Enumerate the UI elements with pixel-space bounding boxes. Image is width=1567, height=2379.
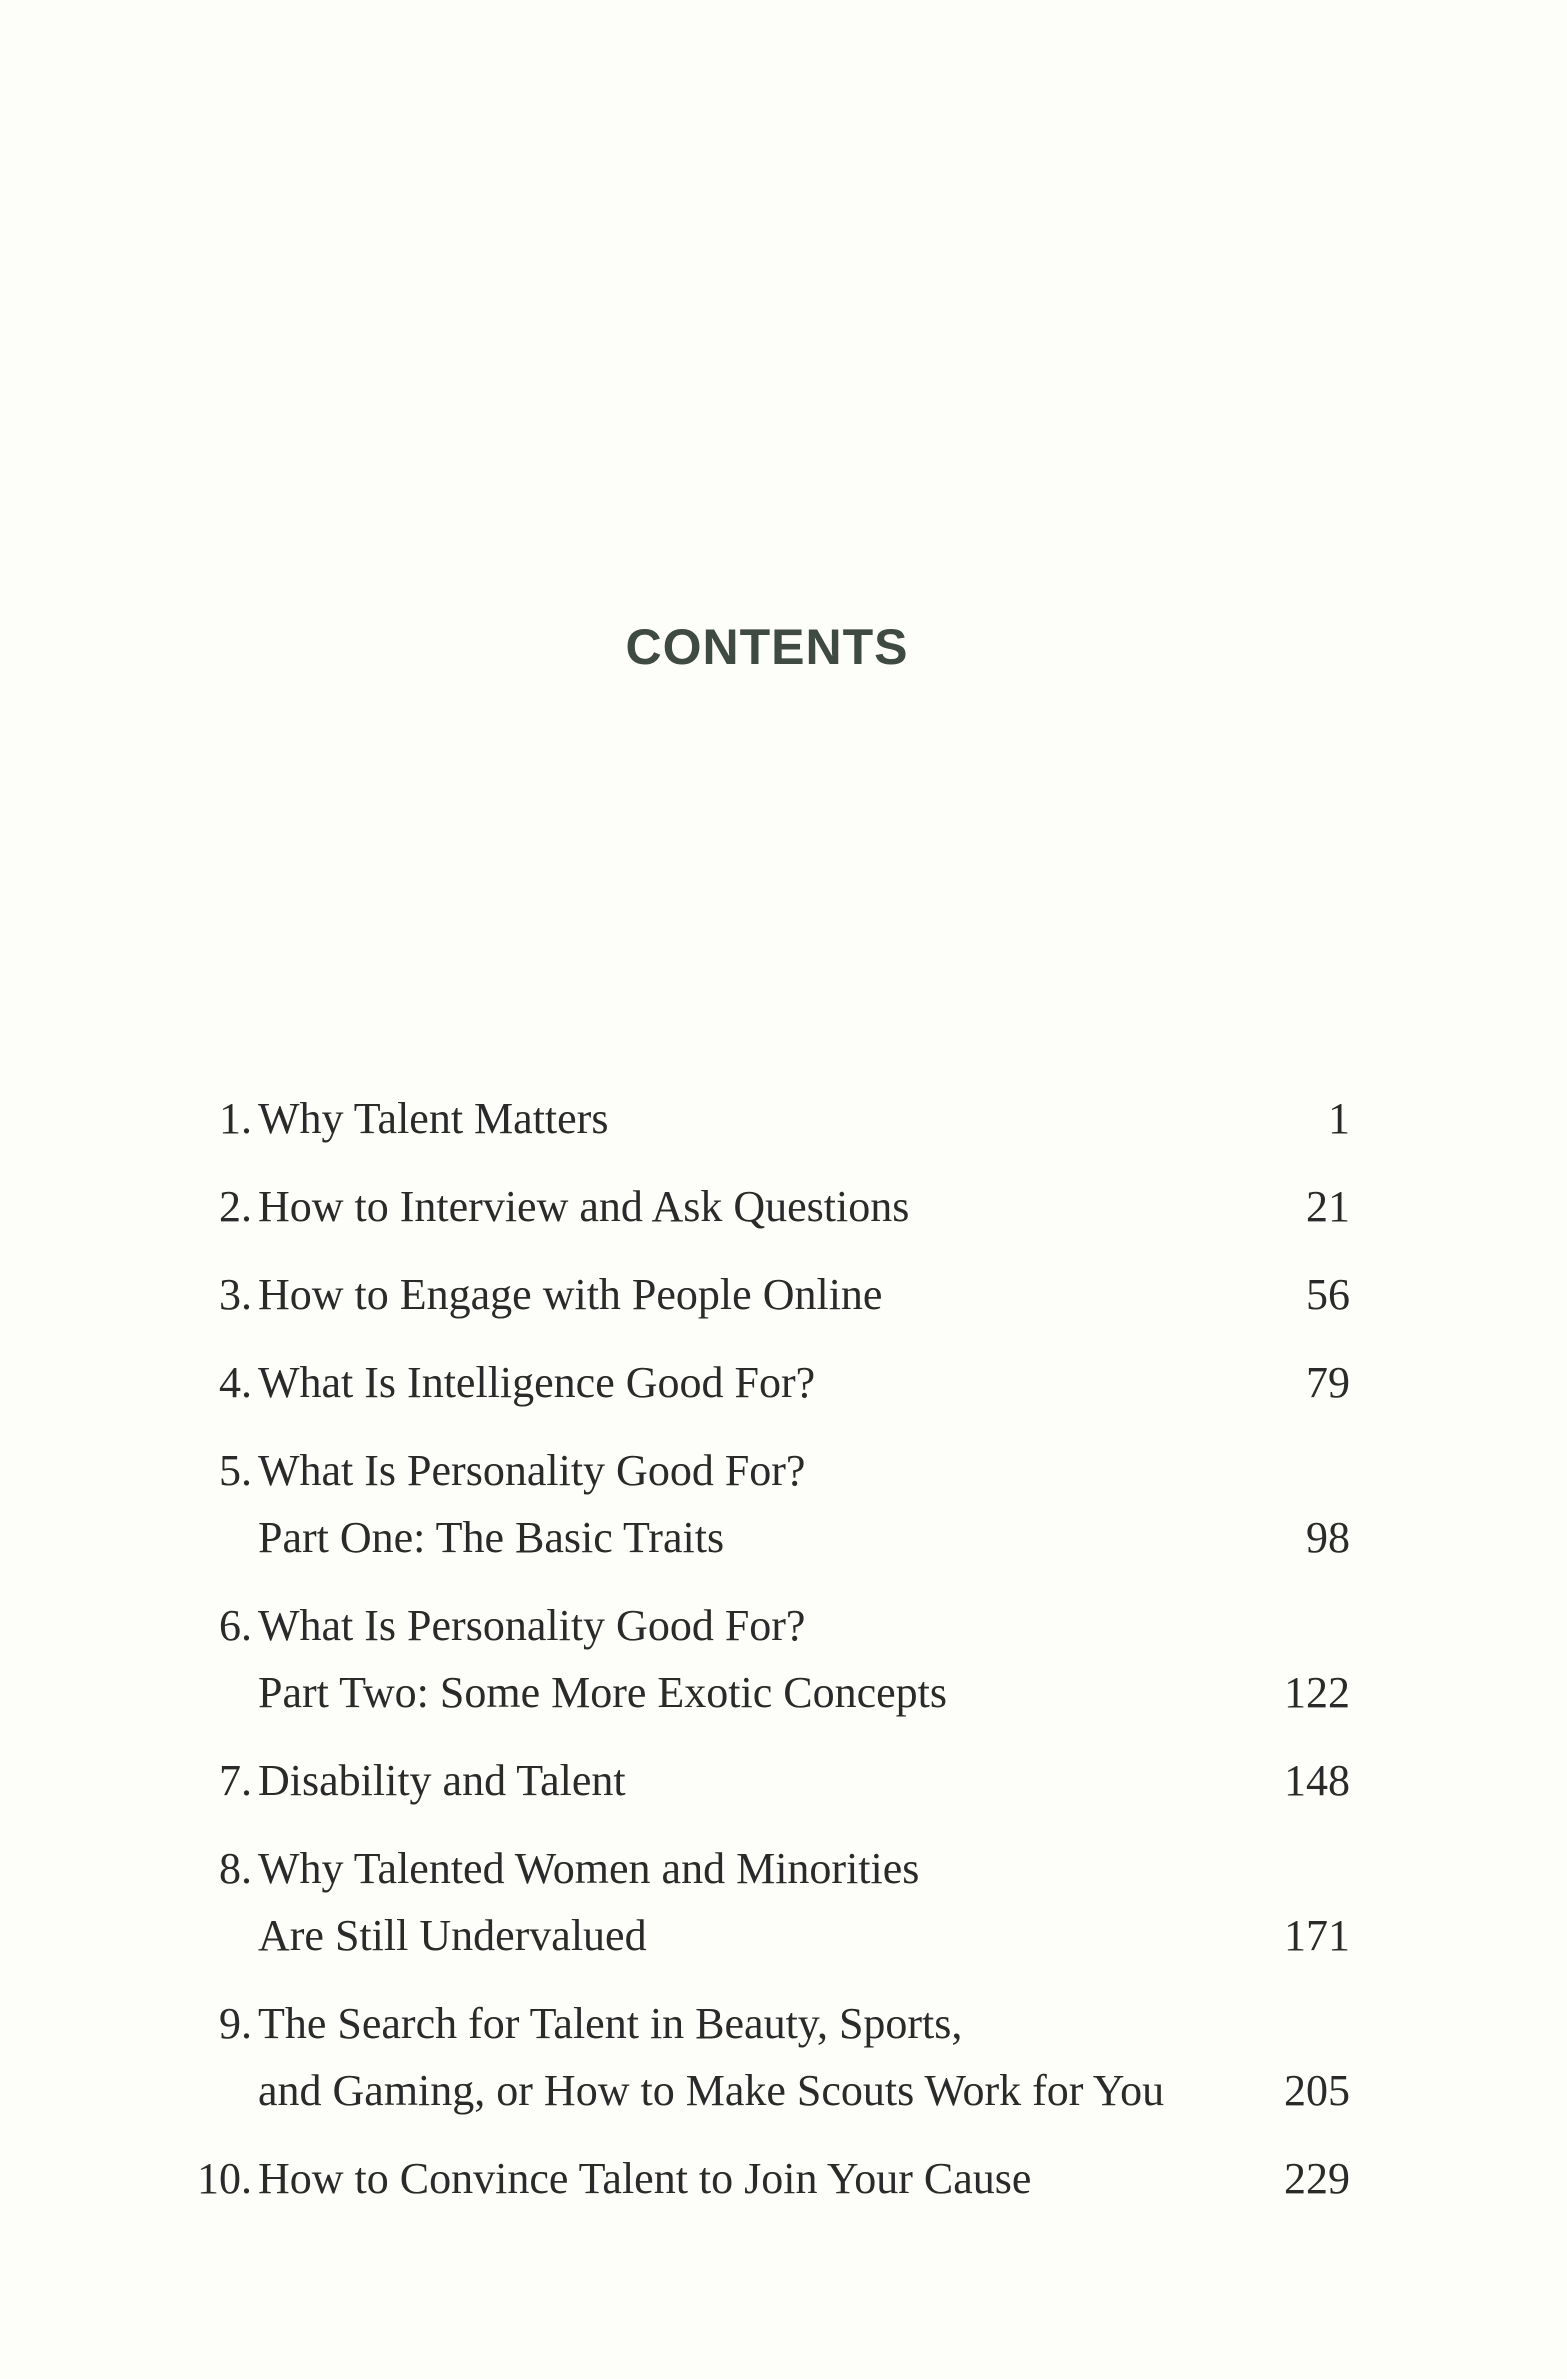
chapter-number: 1. [219,1094,252,1143]
page-number: 122 [1284,1668,1350,1717]
page-number: 148 [1284,1756,1350,1805]
toc-entry-5 [180,1437,1350,1571]
toc-entry-8 [180,1835,1350,1969]
page-number: 229 [1284,2154,1350,2203]
chapter-title [252,1349,1190,1416]
chapter-title-line: The Search for Talent in Beauty, Sports, [258,1999,963,2048]
chapter-number: 3. [219,1270,252,1319]
chapter-title-line: What Is Personality Good For? [258,1601,806,1650]
page-number: 79 [1306,1358,1350,1407]
toc-entry-7 [180,1747,1350,1814]
chapter-title-line: How to Engage with People Online [258,1270,883,1319]
toc-entry-4 [180,1349,1350,1416]
table-of-contents [180,1085,1350,2233]
chapter-title-line: and Gaming, or How to Make Scouts Work for You [258,2066,1165,2115]
chapter-number: 10. [197,2154,252,2203]
chapter-title-line: What Is Personality Good For? [258,1446,806,1495]
page-number: 56 [1306,1270,1350,1319]
toc-entry-9 [180,1990,1350,2124]
chapter-title [252,1835,1190,1969]
chapter-title-line: How to Convince Talent to Join Your Cause [258,2154,1032,2203]
page-title: CONTENTS [625,619,909,675]
chapter-title [252,1592,1190,1726]
toc-entry-6 [180,1592,1350,1726]
chapter-number: 4. [219,1358,252,1407]
chapter-title [252,1437,1190,1571]
chapter-number: 7. [219,1756,252,1805]
chapter-title-line: Part Two: Some More Exotic Concepts [258,1668,948,1717]
chapter-title-line: Are Still Undervalued [258,1911,647,1960]
chapter-title [252,1173,1190,1240]
toc-entry-10 [180,2145,1350,2212]
chapter-title [252,1747,1190,1814]
toc-entry-1 [180,1085,1350,1152]
chapter-title [252,1990,1190,2124]
chapter-number: 9. [219,1999,252,2048]
page-number: 205 [1284,2066,1350,2115]
toc-entry-2 [180,1173,1350,1240]
page-number: 171 [1284,1911,1350,1960]
page-number: 21 [1306,1182,1350,1231]
chapter-title-line: What Is Intelligence Good For? [258,1358,816,1407]
chapter-title-line: How to Interview and Ask Questions [258,1182,910,1231]
chapter-number: 8. [219,1844,252,1893]
chapter-title-line: Why Talented Women and Minorities [258,1844,920,1893]
toc-entry-3 [180,1261,1350,1328]
chapter-title [252,1261,1190,1328]
page-number: 98 [1306,1513,1350,1562]
chapter-title [252,2145,1190,2212]
chapter-title-line: Why Talent Matters [258,1094,609,1143]
chapter-title-line: Disability and Talent [258,1756,626,1805]
chapter-number: 6. [219,1601,252,1650]
chapter-title [252,1085,1190,1152]
chapter-number: 2. [219,1182,252,1231]
page-number: 1 [1328,1094,1350,1143]
chapter-number: 5. [219,1446,252,1495]
chapter-title-line: Part One: The Basic Traits [258,1513,725,1562]
